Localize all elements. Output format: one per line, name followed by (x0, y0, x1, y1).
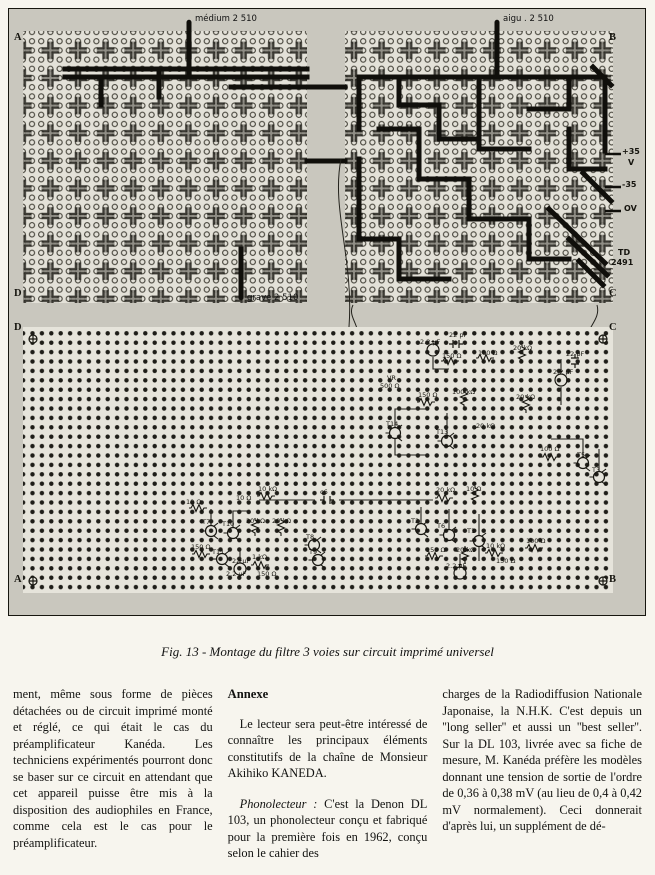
article-column-1 (13, 686, 213, 862)
article-column-2 (228, 686, 428, 862)
corner-label: A (14, 574, 22, 585)
figure-label: 150 Ω (191, 543, 211, 551)
figure-label: 150 Ω (426, 546, 446, 554)
figure-label: OV (624, 204, 637, 213)
corner-label: B (609, 32, 617, 43)
figure-label: 10 Ω (186, 498, 202, 506)
figure-label: 20 kΩ (272, 517, 292, 525)
annexe-heading: Annexe (227, 687, 269, 701)
figure-label: 10 Ω (236, 494, 252, 502)
figure-label: 20 kΩ (516, 393, 536, 401)
circuit-board-graphic (9, 9, 645, 615)
figure-label: 2.2 µF (420, 338, 441, 346)
figure-label: 1 kΩ (252, 553, 267, 561)
figure-label: T10 (222, 520, 235, 528)
paragraph-text: C'est la Denon DL 103, un phonolecteur conçu et fabriqué pour la première fois en 1962, conçu selon le cahier des (227, 796, 428, 861)
phonolecteur-lead: Phonolecteur : (239, 796, 318, 811)
figure-label: 150 Ω (496, 557, 516, 565)
figure-label: V (628, 158, 635, 167)
figure-label: 20 kΩ (456, 546, 476, 554)
figure-label: 100 Ω (526, 537, 546, 545)
figure-label: 20 kΩ (513, 344, 533, 352)
figure-label: T3 (592, 466, 601, 474)
figure-label: 22 pF (566, 350, 585, 358)
figure-label: T8 (306, 533, 315, 541)
figure-label: T11 (212, 548, 225, 556)
figure-label: 100 kΩ (452, 388, 476, 396)
figure-label: 150 Ω (418, 391, 438, 399)
figure-label: 10 kΩ (486, 542, 506, 550)
figure-label: 2491 (611, 258, 634, 267)
figure-label: T14 (386, 420, 399, 428)
figure-label: T6 (437, 522, 446, 530)
figure-label: T7 (202, 518, 211, 526)
figure-label: TD (618, 248, 631, 257)
figure-caption: Fig. 13 - Montage du filtre 3 voies sur circuit imprimé universel (161, 644, 494, 659)
figure-label: 20 kΩ (436, 486, 456, 494)
paragraph: charges de la Radiodiffusion Nationale Japonaise, la N.H.K. C'est depuis un ''long seller'' et aussi un ''best seller''. Sur la DL 103, livrée avec sa fiche de mesure, M. Kanéda préfère les modèles donnant une tension de sortie de l'ordre de 0,36 à 0,38 mV (au lieu de 0,4 à 0,42 mV normalement). Ceci donnerait d'après lui, un supplément de dé- (442, 687, 642, 833)
paragraph: Le lecteur sera peut-être intéressé de connaître les principaux éléments constitutifs de la chaîne de Monsieur Akihiko KANEDA. (227, 716, 428, 781)
figure-label: 10 Ω (466, 485, 482, 493)
paragraph: ment, même sous forme de pièces détachées ou de circuit imprimé monté et réglé, ce qui était le cas du préamplificateur Kanéda. Les techniciens expérimentés pourront donc se baser sur ce circuit en attendant que cet appareil puisse être mis à la disposition des audiophiles en France, comme cela est le cas pour le préamplificateur. (13, 687, 213, 850)
figure-label: 150 Ω (257, 570, 277, 578)
figure-label: aigu . 2 510 (503, 14, 554, 24)
paragraph (228, 796, 428, 862)
circuit-figure (8, 8, 646, 616)
figure-label: médium 2 510 (195, 14, 257, 24)
figure-label: T13 (436, 428, 449, 436)
figure-label: T2 (411, 517, 420, 525)
figure-label: 22 µF (232, 557, 251, 565)
figure-label: +35 (622, 147, 640, 156)
corner-label: D (14, 288, 22, 299)
figure-label: 20 kΩ (246, 517, 266, 525)
figure-label: 10 kΩ (258, 485, 278, 493)
figure-label: c6 (320, 488, 328, 496)
figure-label: 2.2 µF (226, 570, 247, 578)
bottom-board (23, 327, 613, 593)
corner-label: C (609, 322, 617, 333)
figure-label: 20 kΩ (476, 422, 496, 430)
figure-label: T9 (309, 548, 318, 556)
figure-label: 500 Ω (380, 382, 400, 390)
figure-label: VR (387, 374, 396, 382)
corner-label: A (14, 32, 22, 43)
figure-label: 2.2 µF (553, 368, 574, 376)
corner-label: D (14, 322, 22, 333)
figure-label: T5 (577, 451, 586, 459)
figure-label: -35 (622, 180, 637, 189)
figure-label: 22 pF (449, 331, 468, 339)
article-columns (13, 686, 642, 862)
figure-label: T1 (467, 527, 476, 535)
top-left-board (23, 31, 307, 303)
figure-label: 100 Ω (478, 349, 498, 357)
article-column-3 (442, 686, 642, 862)
corner-label: B (609, 574, 617, 585)
figure-label: 150 Ω (442, 352, 462, 360)
corner-label: C (609, 288, 617, 299)
figure-label: 2.2 µF (446, 562, 467, 570)
figure-label: 100 Ω (540, 445, 560, 453)
figure-label: grave 2 510 (247, 293, 299, 303)
